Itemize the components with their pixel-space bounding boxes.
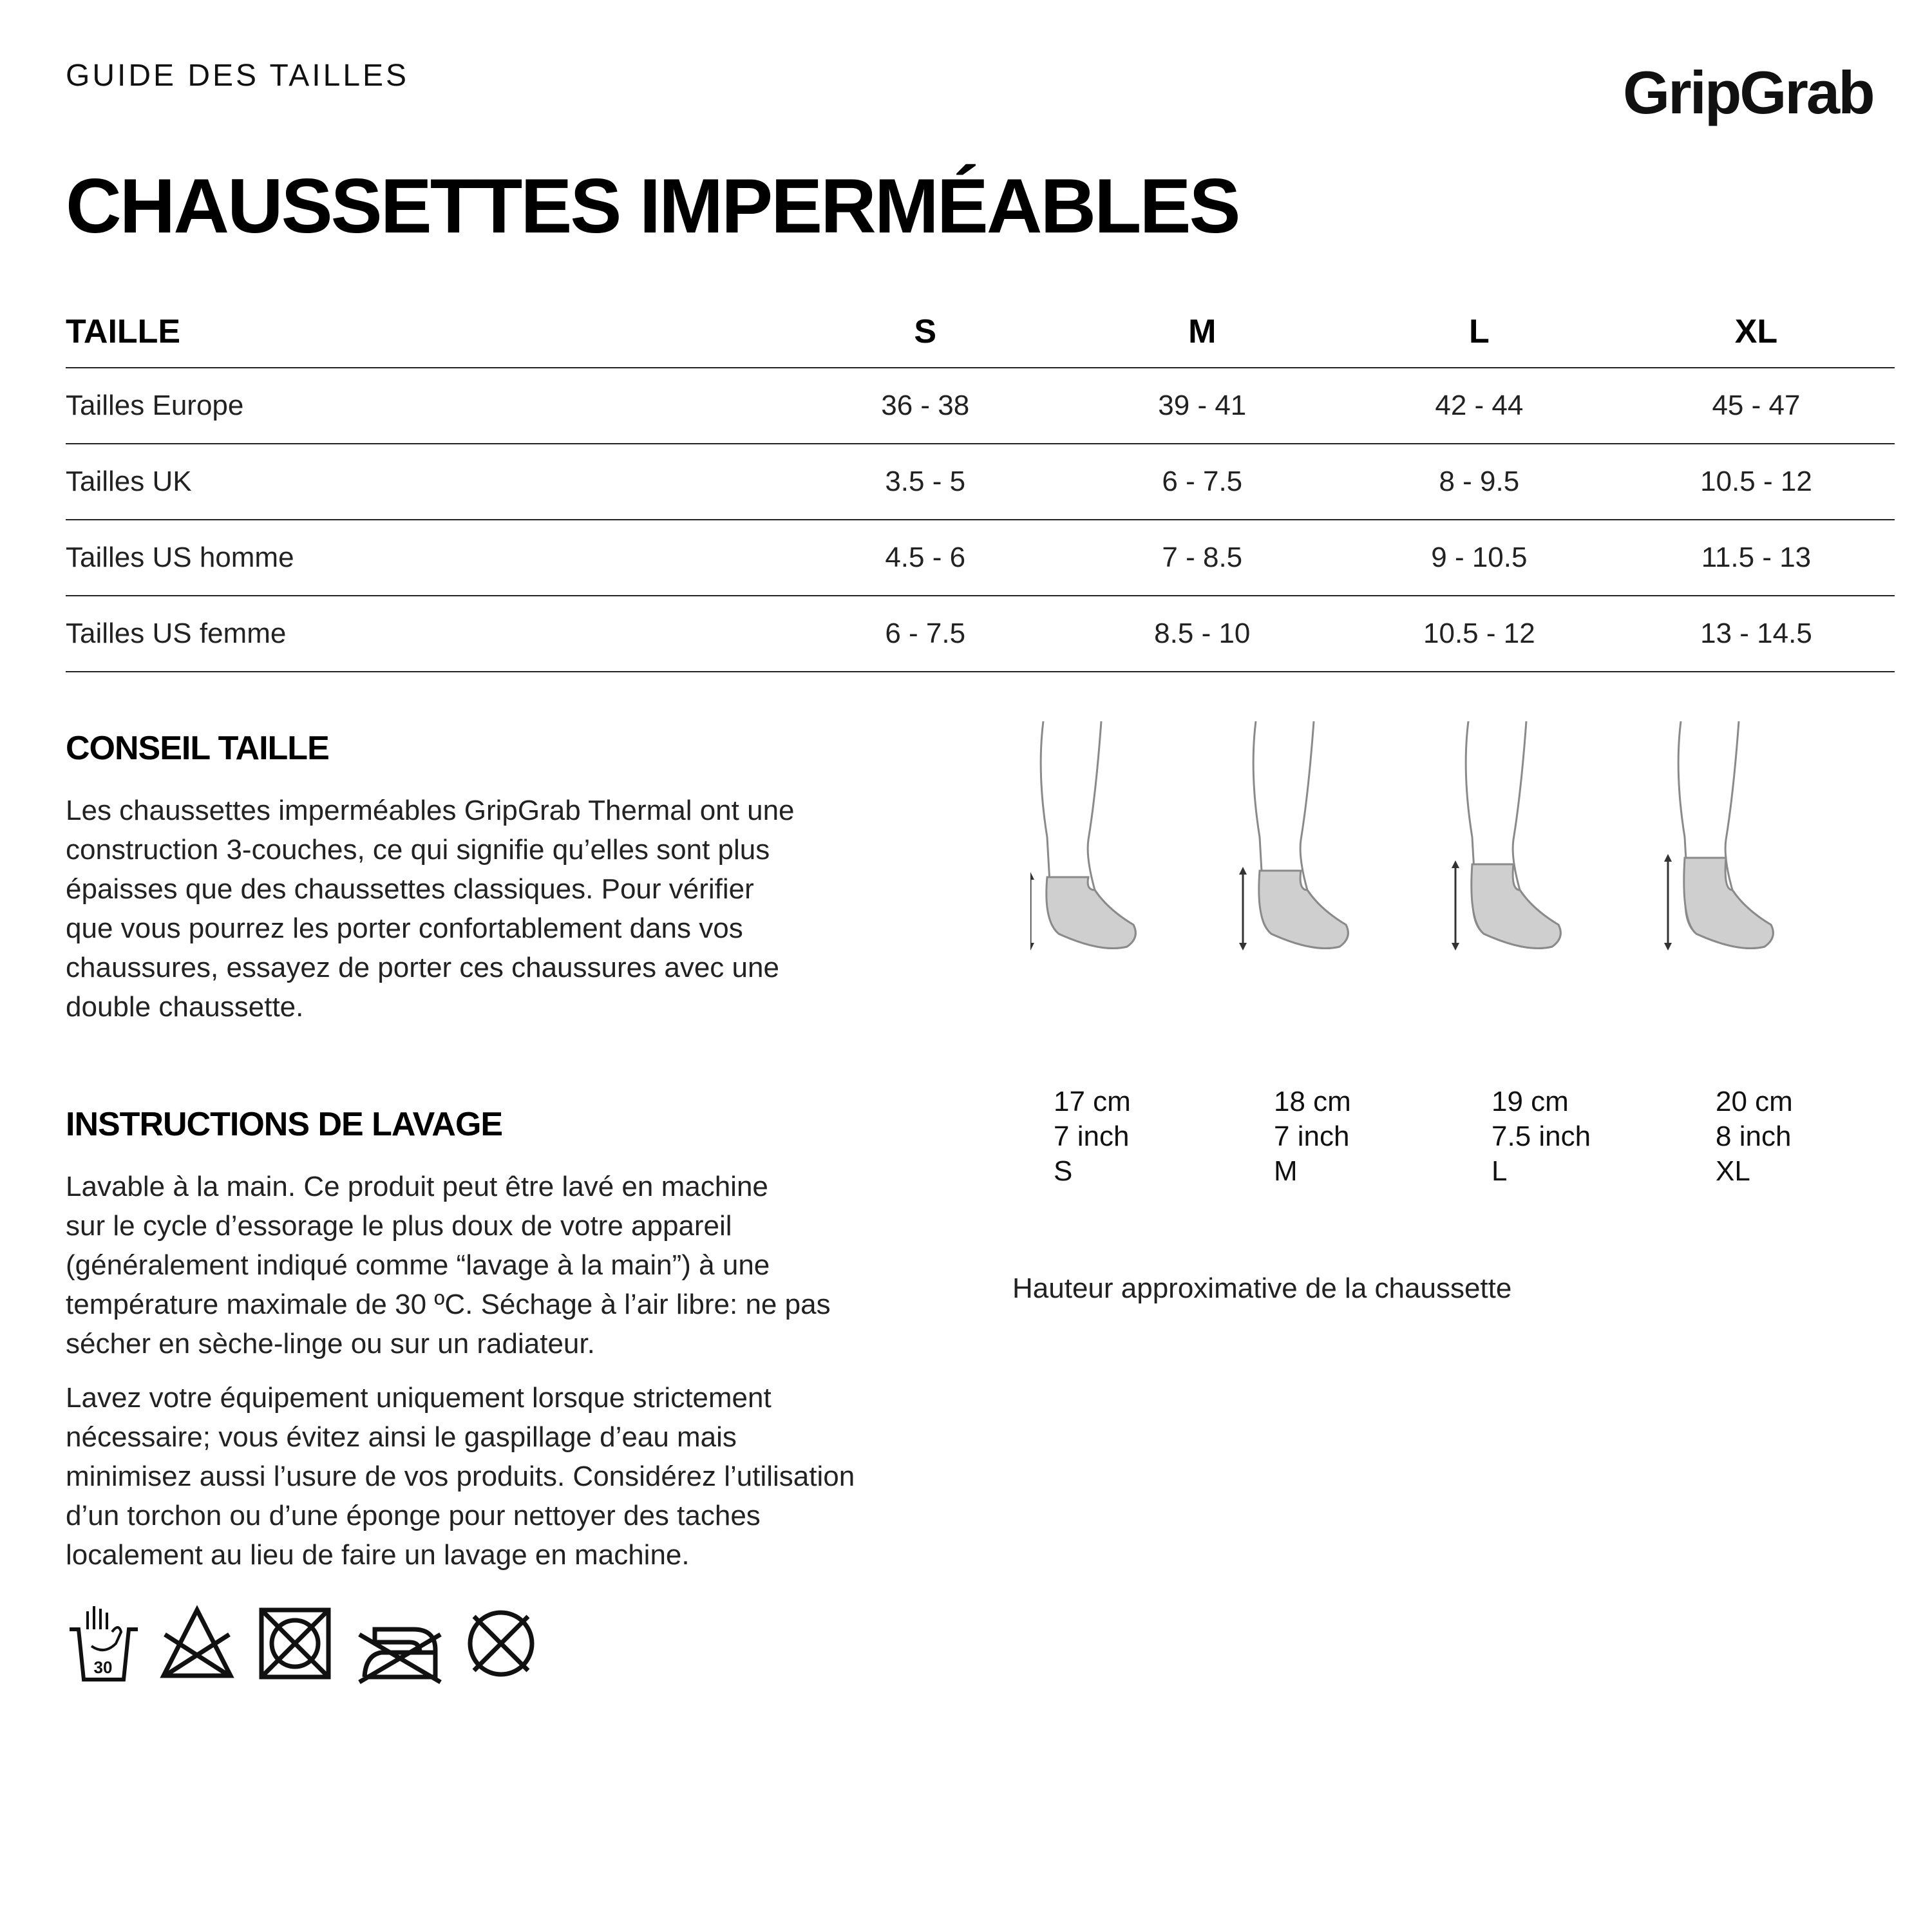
row-label: Tailles Europe <box>66 368 787 444</box>
size-table <box>66 296 1895 672</box>
text-line: Lavable à la main. Ce produit peut être lavé en machine <box>66 1171 768 1202</box>
hand-wash-30-icon <box>70 1606 138 1680</box>
page-title: CHAUSSETTES IMPERMÉABLES <box>66 163 1239 249</box>
no-dry-clean-icon <box>470 1613 532 1674</box>
sock-height-label-s <box>1054 1084 1131 1189</box>
eyebrow-label: GUIDE DES TAILLES <box>66 59 410 93</box>
table-cell: 3.5 - 5 <box>787 444 1064 520</box>
height-size: XL <box>1716 1155 1750 1187</box>
text-line: sur le cycle d’essorage le plus doux de votre appareil <box>66 1210 732 1242</box>
no-bleach-icon <box>164 1610 231 1676</box>
height-cm: 18 cm <box>1274 1086 1351 1117</box>
no-iron-icon <box>359 1629 440 1682</box>
sock-illustration-m <box>1243 721 1348 949</box>
text-line: nécessaire; vous évitez ainsi le gaspillage d’eau mais <box>66 1421 737 1453</box>
text-line: Lavez votre équipement uniquement lorsque strictement <box>66 1382 772 1414</box>
text-line: température maximale de 30 ºC. Séchage à l’air libre: ne pas <box>66 1289 831 1320</box>
text-line: épaisses que des chaussettes classiques. Pour vérifier <box>66 873 754 905</box>
sock-height-label-xl <box>1716 1084 1793 1189</box>
table-cell: 7 - 8.5 <box>1064 520 1341 596</box>
height-size: S <box>1054 1155 1073 1187</box>
header-size-m: M <box>1064 296 1341 368</box>
height-inch: 8 inch <box>1716 1121 1792 1152</box>
table-cell: 39 - 41 <box>1064 368 1341 444</box>
care-icons <box>66 1604 542 1687</box>
height-cm: 17 cm <box>1054 1086 1131 1117</box>
text-line: que vous pourrez les porter confortablement dans vos <box>66 913 743 944</box>
height-inch: 7.5 inch <box>1492 1121 1591 1152</box>
text-line: minimisez aussi l’usure de vos produits. Considérez l’utilisation <box>66 1461 855 1492</box>
row-label: Tailles UK <box>66 444 787 520</box>
sock-illustration-s <box>1030 721 1135 949</box>
sock-height-figure <box>1030 721 1893 1082</box>
sock-height-label-l <box>1492 1084 1591 1189</box>
header-size-xl: XL <box>1618 296 1895 368</box>
table-cell: 10.5 - 12 <box>1618 444 1895 520</box>
washing-paragraph-2 <box>66 1378 1019 1575</box>
table-cell: 6 - 7.5 <box>1064 444 1341 520</box>
sizing-advice-text <box>66 791 967 1027</box>
table-cell: 45 - 47 <box>1618 368 1895 444</box>
text-line: Les chaussettes imperméables GripGrab Thermal ont une <box>66 795 795 826</box>
no-tumble-dry-icon <box>261 1610 328 1677</box>
header-size-label: TAILLE <box>66 296 787 368</box>
table-cell: 10.5 - 12 <box>1341 596 1618 672</box>
sock-illustration-l <box>1455 721 1560 949</box>
washing-paragraph-1 <box>66 1167 993 1363</box>
sock-illustration-xl <box>1668 721 1773 949</box>
text-line: localement au lieu de faire un lavage en machine. <box>66 1539 690 1571</box>
row-label: Tailles US femme <box>66 596 787 672</box>
text-line: chaussures, essayez de porter ces chaussures avec une <box>66 952 779 983</box>
row-label: Tailles US homme <box>66 520 787 596</box>
brand-logo: GripGrab <box>1623 59 1873 126</box>
table-row <box>66 368 1895 444</box>
height-inch: 7 inch <box>1054 1121 1130 1152</box>
table-row <box>66 520 1895 596</box>
height-cm: 20 cm <box>1716 1086 1793 1117</box>
table-row <box>66 444 1895 520</box>
wash-temperature-label: 30 <box>93 1658 113 1677</box>
sizing-advice-heading: CONSEIL TAILLE <box>66 730 329 767</box>
height-cm: 19 cm <box>1492 1086 1569 1117</box>
table-cell: 8.5 - 10 <box>1064 596 1341 672</box>
table-cell: 13 - 14.5 <box>1618 596 1895 672</box>
header-size-s: S <box>787 296 1064 368</box>
table-cell: 6 - 7.5 <box>787 596 1064 672</box>
height-size: L <box>1492 1155 1508 1187</box>
text-line: construction 3-couches, ce qui signifie qu’elles sont plus <box>66 834 770 866</box>
table-cell: 11.5 - 13 <box>1618 520 1895 596</box>
header-size-l: L <box>1341 296 1618 368</box>
washing-heading: INSTRUCTIONS DE LAVAGE <box>66 1106 503 1143</box>
table-cell: 4.5 - 6 <box>787 520 1064 596</box>
table-cell: 36 - 38 <box>787 368 1064 444</box>
table-header-row <box>66 296 1895 368</box>
table-row <box>66 596 1895 672</box>
text-line: sécher en sèche-linge ou sur un radiateur. <box>66 1328 595 1359</box>
text-line: (généralement indiqué comme “lavage à la main”) à une <box>66 1249 770 1281</box>
text-line: d’un torchon ou d’une éponge pour nettoyer des taches <box>66 1500 761 1531</box>
text-line: double chaussette. <box>66 991 304 1023</box>
table-cell: 8 - 9.5 <box>1341 444 1618 520</box>
table-cell: 9 - 10.5 <box>1341 520 1618 596</box>
table-cell: 42 - 44 <box>1341 368 1618 444</box>
height-inch: 7 inch <box>1274 1121 1350 1152</box>
sock-height-label-m <box>1274 1084 1351 1189</box>
height-size: M <box>1274 1155 1298 1187</box>
sock-height-caption: Hauteur approximative de la chaussette <box>1012 1273 1512 1304</box>
